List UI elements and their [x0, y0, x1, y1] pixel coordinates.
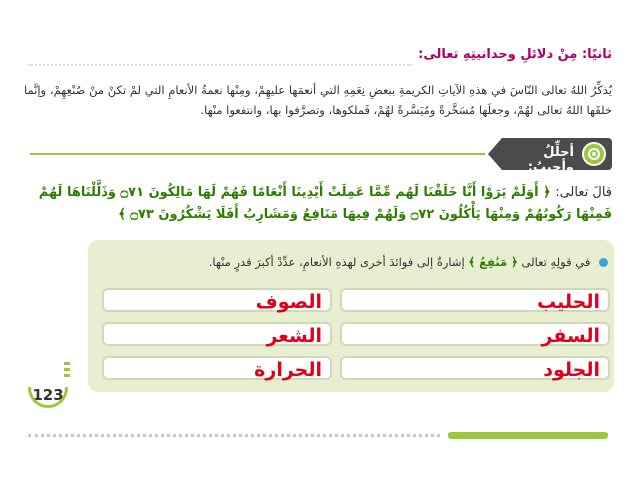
verse-number-71: ۝٧١	[120, 185, 145, 200]
answer-box-6[interactable]: الحرارة	[102, 356, 332, 380]
question-after: إشارةٌ إلى فوائدَ أخرى لهذهِ الأنعامِ، عدِّدْ أكبرَ قدرٍ منْها.	[208, 255, 465, 269]
answer-box-2[interactable]: الصوف	[102, 288, 332, 312]
section-rule	[30, 153, 485, 155]
verse-open-bracket: ﴿	[543, 185, 551, 200]
verse-number-73: ۝٧٣	[130, 207, 154, 222]
section-tab-arrow	[488, 138, 502, 170]
question-highlight: ﴿ مَنَٰفِعُ ﴾	[468, 255, 518, 269]
verse-part-3: وَلَهُمْ فِيهَا مَنَافِعُ وَمَشَارِبُ أَفَلَا يَشْكُرُونَ	[158, 207, 407, 222]
answer-box-1[interactable]: الحليب	[340, 288, 610, 312]
footer-accent-bar	[448, 432, 608, 439]
heading-row	[28, 44, 612, 68]
verse-part-2: وَذَلَّلْنَاهَا لَهُمْ فَمِنْهَا رَكُوبُهُمْ وَمِنْهَا يَأْكُلُونَ	[38, 185, 612, 222]
page-decoration-dots	[64, 362, 70, 378]
verse-intro: قالَ تعالى:	[555, 185, 612, 200]
page-number	[26, 384, 70, 406]
verse-close-bracket: ﴾	[118, 207, 126, 222]
verse-part-1: أَوَلَمْ يَرَوْا أَنَّا خَلَقْنَا لَهُم مِّمَّا عَمِلَتْ أَيْدِينَا أَنْعَامًا فَهُمْ لَهَا مَالِكُونَ	[148, 185, 539, 200]
section-tab	[502, 138, 612, 175]
verse-number-72: ۝٧٢	[410, 207, 435, 222]
heading-rule	[28, 64, 412, 66]
section-heading: ثانيًا: مِنْ دلائلِ وحدانيتِهِ تعالى:	[418, 47, 612, 62]
exercise-question	[108, 252, 608, 272]
bullet-icon	[599, 258, 608, 267]
page-number-arc	[28, 387, 68, 408]
intro-paragraph: يُذكِّرُ اللهُ تعالى النّاسَ في هذهِ الآياتِ الكريمةِ ببعضِ نِعَمِهِ التي أنعمَها عليهِمْ، ومِنْها نعمةُ الأنعامِ التي لمْ تكنْ منْ صُنْعِهِمْ، وإنَّما خلقَها اللهُ تعالى لهُمْ، وجعلَها مُسَخَّرةً ومُيَسَّرةً لهُمْ، فَملكوها، وتصرَّفوا بها، وانتفعوا منْها.	[24, 83, 612, 117]
question-before: في قولِهِ تعالى	[521, 255, 591, 269]
answer-box-3[interactable]: السفر	[340, 322, 610, 346]
quran-verse	[24, 182, 612, 226]
page-number-text: 123	[32, 386, 64, 404]
answer-box-5[interactable]: الجلود	[340, 356, 610, 380]
footer-dotted-rule	[28, 434, 440, 437]
section-tab-label: أحلِّلُ وأجيبُ:	[527, 145, 574, 175]
analyze-icon	[582, 142, 606, 166]
answer-box-4[interactable]: الشعر	[102, 322, 332, 346]
